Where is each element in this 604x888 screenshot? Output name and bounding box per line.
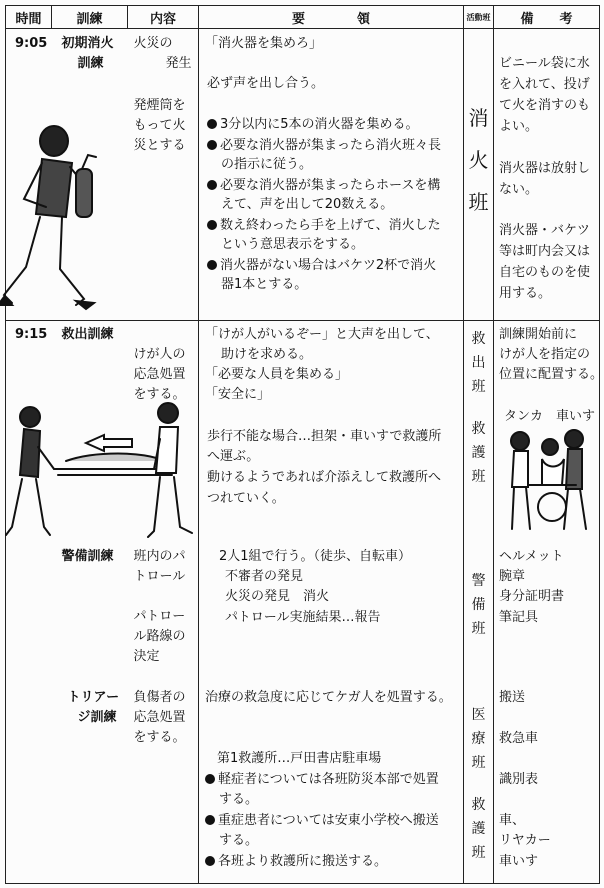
content-rescue-3: をする。 [133, 387, 186, 402]
content-security-1: 班内のパ [133, 549, 186, 564]
remark-bag-4: よい。 [499, 119, 539, 134]
content-rescue-2: 応急処置 [133, 367, 186, 382]
header-summary: 要 領 [199, 6, 464, 29]
summary-security-2: 不審者の発見 [225, 569, 304, 584]
training-triage: トリアー [67, 690, 120, 705]
content-fire-5: 災とする [133, 138, 186, 153]
remark-no-spray-1: 消火器は放射し [499, 161, 591, 176]
summary-rescue-8: つれていく。 [207, 491, 285, 506]
team-fire: 消 火 班 [468, 106, 489, 214]
bullet-icon [205, 774, 215, 784]
remark-wheelchair-2: 車いす [499, 854, 539, 869]
remark-rescue-1: 訓練開始前に [499, 327, 578, 342]
content-fire-4: もって火 [133, 118, 186, 133]
summary-bullet-5: 消火器がない場合はバケツ2杯で消火 [207, 256, 436, 275]
summary-triage-bullet-1: 軽症者については各班防災本部で処置 [205, 770, 439, 789]
wheelchair-illustration [502, 429, 592, 539]
content-triage-2: 応急処置 [133, 710, 186, 725]
remark-transport: 搬送 [499, 690, 526, 705]
bullet-icon [207, 140, 217, 150]
summary-triage-2: 第1救護所…戸田書店駐車場 [217, 751, 382, 766]
content-security-4: ル路線の [133, 629, 186, 644]
team-aid-2: 救 護 班 [471, 797, 486, 861]
remark-helmet: ヘルメット [499, 549, 564, 564]
remark-cart: リヤカー [499, 833, 551, 848]
summary-rescue-5: 歩行不能な場合…担架・車いすで救護所 [207, 429, 442, 444]
team-security: 警 備 班 [471, 573, 486, 637]
content-fire-2: 発生 [165, 56, 192, 71]
summary-collect-title: 「消火器を集めろ」 [205, 36, 323, 51]
summary-rescue-2: 助けを求める。 [221, 347, 313, 362]
remark-stretcher: タンカ [504, 409, 544, 424]
training-triage-2: ジ訓練 [77, 710, 117, 725]
time-915: 9:15 [15, 327, 48, 342]
summary-bullet-4b: という意思表示をする。 [221, 237, 365, 252]
summary-bullet-2b: の指示に従う。 [221, 157, 313, 172]
summary-bullet-3b: えて、声を出して20数える。 [221, 197, 394, 212]
training-initial-fire-2: 訓練 [77, 56, 104, 71]
fire-extinguisher-person-illustration [0, 119, 106, 319]
bullet-icon [207, 220, 217, 230]
content-triage-1: 負傷者の [133, 690, 186, 705]
remark-notebook: 筆記具 [499, 610, 539, 625]
remark-bag-3: て火を消すのも [499, 98, 591, 113]
summary-security-4: パトロール実施結果…報告 [225, 610, 381, 625]
time-905: 9:05 [15, 36, 48, 51]
header-content: 内容 [128, 6, 199, 29]
bullet-icon [207, 180, 217, 190]
remark-source-2: 等は町内会又は [499, 244, 591, 259]
team-rescue: 救 出 班 [471, 331, 486, 395]
remark-rescue-3: 位置に配置する。 [499, 367, 604, 382]
summary-rescue-1: 「けが人がいるぞー」と大声を出して、 [205, 327, 439, 342]
summary-shout: 必ず声を出し合う。 [207, 76, 325, 91]
training-initial-fire: 初期消火 [61, 36, 114, 51]
summary-security-3: 火災の発見 消火 [225, 589, 330, 604]
remark-wheelchair: 車いす [556, 409, 596, 424]
header-training: 訓練 [52, 6, 128, 29]
summary-bullet-1: 3分以内に5本の消火器を集める。 [207, 115, 419, 134]
team-aid: 救 護 班 [471, 421, 486, 485]
content-security-5: 決定 [133, 649, 160, 664]
summary-triage-1: 治療の救急度に応じてケガ人を処置する。 [205, 690, 452, 705]
content-security-2: トロール [133, 569, 186, 584]
remark-source-3: 自宅のものを使 [499, 265, 591, 280]
remark-bag-2: を入れて、投げ [499, 77, 590, 92]
content-rescue-1: けが人の [133, 347, 186, 362]
content-fire-1: 火災の [133, 36, 173, 51]
remark-ambulance: 救急車 [499, 731, 539, 746]
remark-car: 車、 [499, 813, 526, 828]
remark-armband: 腕章 [499, 569, 526, 584]
remark-rescue-2: けが人を指定の [499, 347, 591, 362]
bullet-icon [207, 119, 217, 129]
header-remarks: 備 考 [494, 6, 600, 29]
content-security-3: パトロー [133, 609, 186, 624]
summary-bullet-2: 必要な消火器が集まったら消火班々長 [207, 136, 441, 155]
summary-rescue-4: 「安全に」 [205, 387, 271, 402]
summary-bullet-4: 数え終わったら手を上げて、消火した [207, 216, 441, 235]
header-team: 活動班 [464, 6, 494, 29]
training-rescue: 救出訓練 [61, 327, 114, 342]
bullet-icon [207, 260, 217, 270]
summary-triage-bullet-3: 各班より救護所に搬送する。 [205, 852, 387, 871]
drill-schedule-table [5, 5, 604, 884]
remark-no-spray-2: ない。 [499, 182, 539, 197]
team-medical: 医 療 班 [471, 707, 486, 771]
remark-tag: 識別表 [499, 772, 539, 787]
summary-triage-bullet-2: 重症患者については安東小学校へ搬送 [205, 811, 439, 830]
summary-bullet-5b: 器1本とする。 [221, 277, 308, 292]
remark-bag-1: ビニール袋に水 [499, 56, 590, 71]
training-security: 警備訓練 [61, 549, 114, 564]
summary-security-1: 2人1組で行う。（徒歩、自転車） [219, 549, 412, 564]
summary-rescue-6: へ運ぶ。 [207, 449, 260, 464]
summary-bullet-3: 必要な消火器が集まったらホースを構 [207, 176, 440, 195]
summary-triage-bullet-1b: する。 [219, 792, 259, 807]
remark-source-4: 用する。 [499, 286, 552, 301]
header-time: 時間 [6, 6, 52, 29]
summary-rescue-3: 「必要な人員を集める」 [205, 367, 349, 382]
remark-source-1: 消火器・バケツ [499, 223, 590, 238]
summary-rescue-7: 動けるようであれば介添えして救護所へ [207, 470, 442, 485]
bullet-icon [205, 815, 215, 825]
content-fire-3: 発煙筒を [133, 98, 186, 113]
bullet-icon [205, 856, 215, 866]
summary-triage-bullet-2b: する。 [219, 833, 259, 848]
remark-id: 身分証明書 [499, 589, 565, 604]
content-triage-3: をする。 [133, 730, 186, 745]
